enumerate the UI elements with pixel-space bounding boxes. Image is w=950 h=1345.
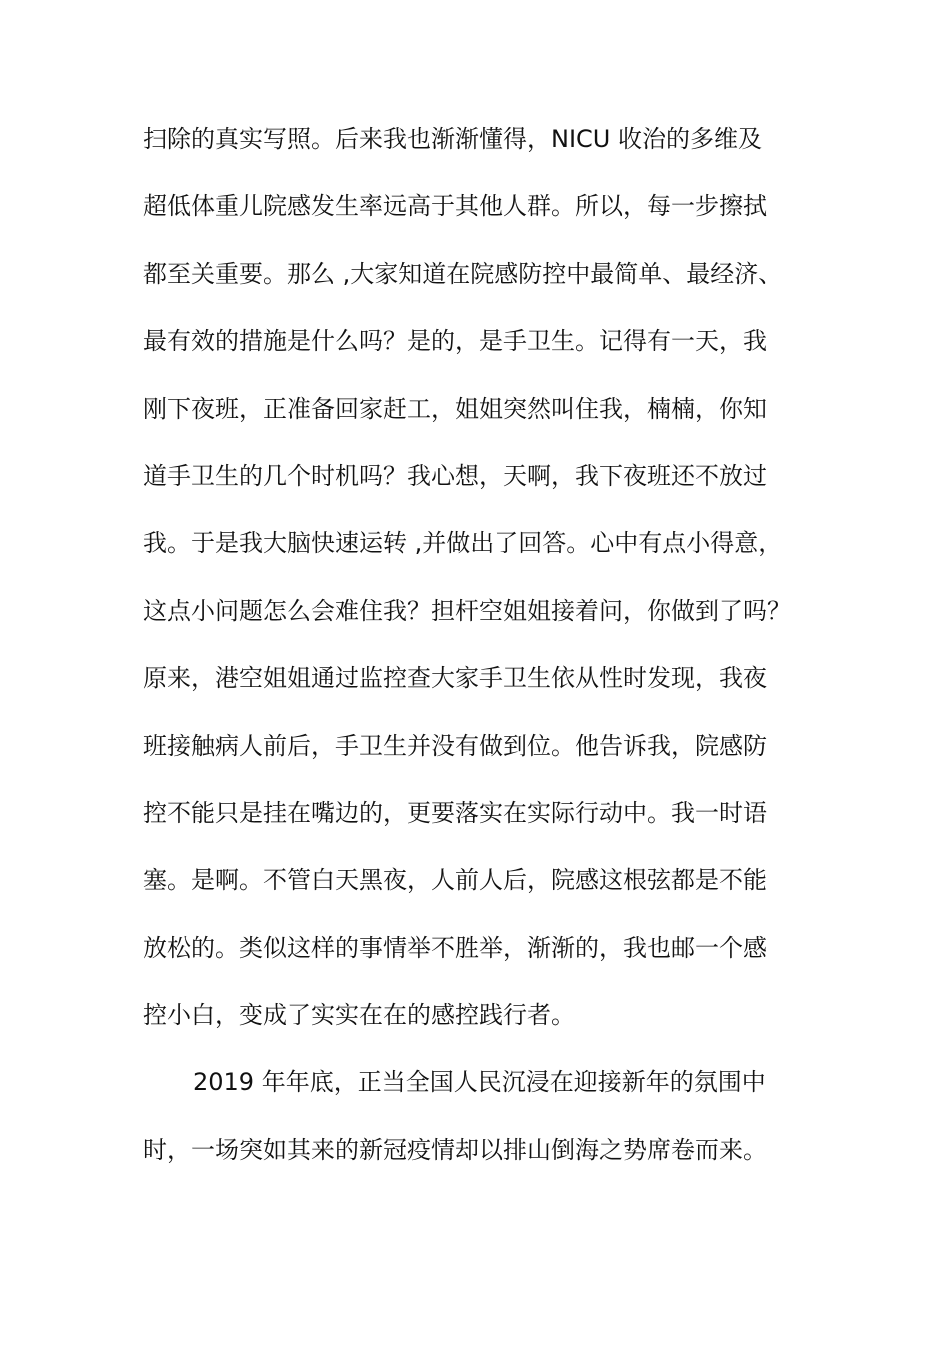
text-line: 超低体重儿院感发生率远高于其他人群。所以，每一步擦拭 — [143, 192, 767, 221]
text-line: 最有效的措施是什么吗？是的，是手卫生。记得有一天，我 — [143, 327, 767, 356]
text-line: 时，一场突如其来的新冠疫情却以排山倒海之势席卷而来。 — [143, 1135, 767, 1164]
text-line: 放松的。类似这样的事情举不胜举，渐渐的，我也邮一个感 — [143, 933, 767, 962]
text-line: 道手卫生的几个时机吗？我心想，天啊，我下夜班还不放过 — [143, 461, 767, 490]
text-line-paragraph-start: 2019 年年底，正当全国人民沉浸在迎接新年的氛围中 — [193, 1068, 766, 1097]
body-text — [143, 113, 823, 1191]
text-line: 控不能只是挂在嘴边的，更要落实在实际行动中。我一时语 — [143, 798, 767, 827]
text-line: 塞。是啊。不管白天黑夜，人前人后，院感这根弦都是不能 — [143, 866, 767, 895]
text-line: 刚下夜班，正准备回家赶工，姐姐突然叫住我，楠楠，你知 — [143, 394, 767, 423]
text-line: 都至关重要。那么 ,大家知道在院感防控中最简单、最经济、 — [143, 259, 783, 288]
text-line: 原来，港空姐姐通过监控查大家手卫生依从性时发现，我夜 — [143, 664, 767, 693]
text-line: 班接触病人前后，手卫生并没有做到位。他告诉我，院感防 — [143, 731, 767, 760]
text-line: 扫除的真实写照。后来我也渐渐懂得，NICU 收治的多维及 — [143, 125, 762, 153]
text-line: 我。于是我大脑快速运转 ,并做出了回答。心中有点小得意， — [143, 529, 783, 558]
text-line: 控小白，变成了实实在在的感控践行者。 — [143, 1001, 575, 1030]
text-line: 这点小问题怎么会难住我？担杆空姐姐接着问，你做到了吗？ — [143, 596, 791, 625]
